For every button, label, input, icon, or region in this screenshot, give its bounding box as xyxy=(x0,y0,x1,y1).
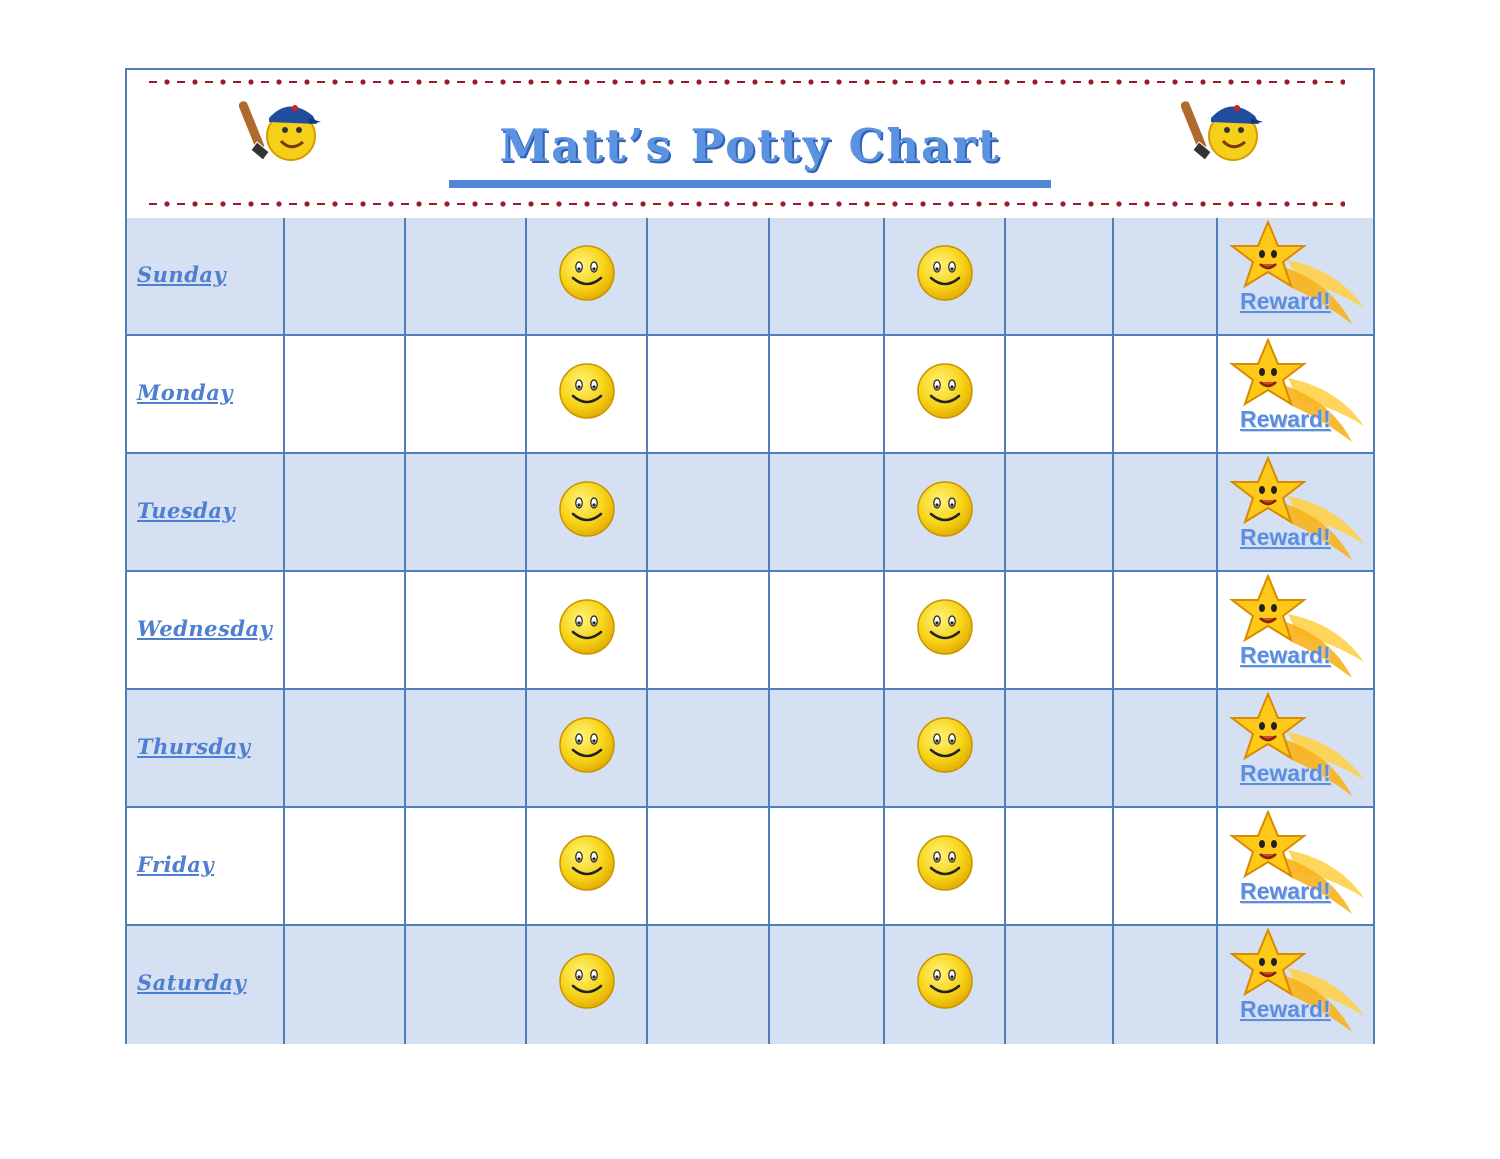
day-label-cell xyxy=(127,336,285,454)
day-label-cell xyxy=(127,572,285,690)
empty-cell xyxy=(1006,454,1114,572)
empty-cell xyxy=(406,572,527,690)
smiley-cell xyxy=(885,572,1006,690)
smiley-face-icon xyxy=(916,952,974,1010)
empty-cell xyxy=(770,336,885,454)
empty-cell xyxy=(648,572,770,690)
reward-cell xyxy=(1218,454,1373,572)
day-row xyxy=(127,690,1373,808)
smiley-cell xyxy=(527,926,648,1044)
reward-label: Reward! xyxy=(1240,524,1331,550)
chart-grid xyxy=(127,218,1373,1042)
day-row xyxy=(127,808,1373,926)
smiley-cell xyxy=(527,808,648,926)
empty-cell xyxy=(285,808,406,926)
empty-cell xyxy=(648,454,770,572)
reward-cell xyxy=(1218,690,1373,808)
empty-cell xyxy=(770,454,885,572)
reward-cell xyxy=(1218,336,1373,454)
chart-header xyxy=(127,70,1373,221)
empty-cell xyxy=(406,808,527,926)
reward-label: Reward! xyxy=(1240,642,1331,668)
chart-title: Matt’s Potty Chart xyxy=(499,119,1001,172)
empty-cell xyxy=(1006,808,1114,926)
day-label-cell xyxy=(127,808,285,926)
smiley-face-icon xyxy=(558,598,616,656)
smiley-face-icon xyxy=(916,480,974,538)
empty-cell xyxy=(648,690,770,808)
smiley-face-icon xyxy=(558,952,616,1010)
smiley-face-icon xyxy=(558,362,616,420)
smiley-face-icon xyxy=(916,244,974,302)
smiley-face-icon xyxy=(916,834,974,892)
empty-cell xyxy=(1114,808,1218,926)
smiley-cell xyxy=(885,926,1006,1044)
baseball-mascot-icon xyxy=(1181,94,1263,166)
empty-cell xyxy=(406,690,527,808)
reward-cell xyxy=(1218,572,1373,690)
empty-cell xyxy=(648,926,770,1044)
empty-cell xyxy=(648,808,770,926)
reward-cell xyxy=(1218,808,1373,926)
smiley-cell xyxy=(885,218,1006,336)
empty-cell xyxy=(1114,336,1218,454)
day-label: Sunday xyxy=(137,262,227,287)
smiley-face-icon xyxy=(558,834,616,892)
smiley-face-icon xyxy=(916,598,974,656)
chart-title-container xyxy=(449,112,1051,188)
empty-cell xyxy=(1114,926,1218,1044)
empty-cell xyxy=(1114,218,1218,336)
empty-cell xyxy=(406,218,527,336)
day-label-cell xyxy=(127,926,285,1044)
empty-cell xyxy=(1006,218,1114,336)
day-row xyxy=(127,572,1373,690)
reward-cell xyxy=(1218,926,1373,1044)
baseball-mascot-icon xyxy=(239,94,321,166)
empty-cell xyxy=(285,336,406,454)
day-label-cell xyxy=(127,218,285,336)
empty-cell xyxy=(770,926,885,1044)
day-row xyxy=(127,454,1373,572)
empty-cell xyxy=(285,454,406,572)
smiley-cell xyxy=(885,690,1006,808)
dotted-border-bottom xyxy=(149,200,1345,208)
empty-cell xyxy=(770,808,885,926)
empty-cell xyxy=(285,572,406,690)
day-row xyxy=(127,336,1373,454)
day-label: Wednesday xyxy=(137,616,273,641)
dotted-border-top xyxy=(149,78,1345,86)
smiley-cell xyxy=(527,572,648,690)
empty-cell xyxy=(285,926,406,1044)
smiley-face-icon xyxy=(558,244,616,302)
empty-cell xyxy=(770,218,885,336)
empty-cell xyxy=(1114,572,1218,690)
smiley-face-icon xyxy=(558,480,616,538)
day-label: Friday xyxy=(137,852,215,877)
empty-cell xyxy=(1006,336,1114,454)
smiley-cell xyxy=(885,808,1006,926)
empty-cell xyxy=(1114,690,1218,808)
empty-cell xyxy=(406,336,527,454)
day-label: Thursday xyxy=(137,734,251,759)
empty-cell xyxy=(648,336,770,454)
empty-cell xyxy=(1114,454,1218,572)
day-label-cell xyxy=(127,454,285,572)
empty-cell xyxy=(770,572,885,690)
smiley-face-icon xyxy=(558,716,616,774)
day-label: Saturday xyxy=(137,970,247,995)
day-row xyxy=(127,218,1373,336)
day-row xyxy=(127,926,1373,1044)
smiley-cell xyxy=(527,690,648,808)
reward-label: Reward! xyxy=(1240,878,1331,904)
empty-cell xyxy=(648,218,770,336)
empty-cell xyxy=(1006,572,1114,690)
empty-cell xyxy=(1006,926,1114,1044)
empty-cell xyxy=(770,690,885,808)
day-label: Monday xyxy=(137,380,234,405)
smiley-cell xyxy=(527,454,648,572)
smiley-face-icon xyxy=(916,716,974,774)
day-label: Tuesday xyxy=(137,498,236,523)
smiley-cell xyxy=(527,336,648,454)
empty-cell xyxy=(285,690,406,808)
smiley-cell xyxy=(885,336,1006,454)
potty-chart xyxy=(125,68,1375,1044)
reward-cell xyxy=(1218,218,1373,336)
smiley-face-icon xyxy=(916,362,974,420)
reward-label: Reward! xyxy=(1240,996,1331,1022)
reward-label: Reward! xyxy=(1240,288,1331,314)
smiley-cell xyxy=(885,454,1006,572)
empty-cell xyxy=(1006,690,1114,808)
smiley-cell xyxy=(527,218,648,336)
day-label-cell xyxy=(127,690,285,808)
empty-cell xyxy=(406,454,527,572)
empty-cell xyxy=(406,926,527,1044)
reward-label: Reward! xyxy=(1240,760,1331,786)
reward-label: Reward! xyxy=(1240,406,1331,432)
empty-cell xyxy=(285,218,406,336)
